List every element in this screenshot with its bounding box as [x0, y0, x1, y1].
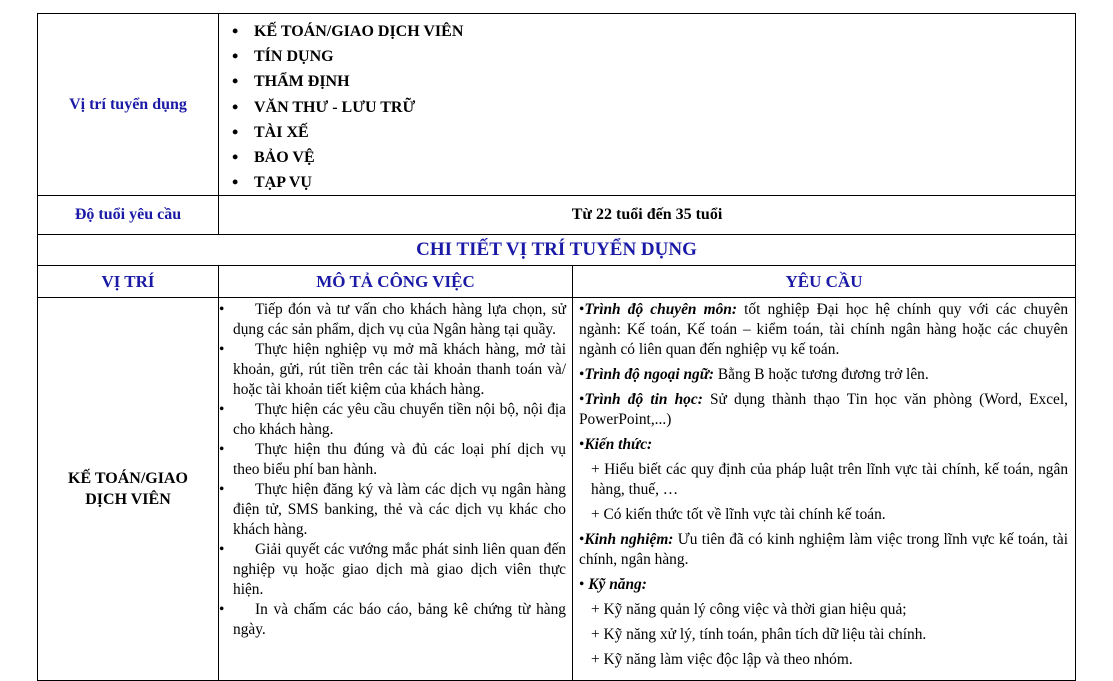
task-item: • Thực hiện đăng ký và làm các dịch vụ ngân hàng điện tử, SMS banking, thẻ và các dịch vụ khác cho khách hàng. [219, 481, 566, 539]
task-item: • Tiếp đón và tư vấn cho khách hàng lựa chọn, sử dụng các sản phẩm, dịch vụ của Ngân hàng tại quầy. [219, 301, 566, 339]
knowledge-item: + Có kiến thức tốt về lĩnh vực tài chính kế toán. [591, 506, 886, 524]
req-knowledge: •Kiến thức: [579, 436, 653, 454]
job-description [219, 298, 573, 681]
position-item: • THẨM ĐỊNH [254, 69, 1075, 94]
req-it: •Trình độ tin học: Sử dụng thành thạo Tin học văn phòng (Word, Excel, PowerPoint,...) [579, 391, 1069, 429]
age-row [38, 196, 1076, 235]
positions-list [219, 14, 1075, 195]
task-item: • Thực hiện các yêu cầu chuyển tiền nội bộ, nội địa cho khách hàng. [219, 401, 566, 439]
col-header-position: VỊ TRÍ [38, 266, 219, 298]
recruitment-document [37, 13, 1075, 681]
req-language: •Trình độ ngoại ngữ: Bằng B hoặc tương đương trở lên. [579, 366, 929, 384]
position-item: • TÀI XẾ [254, 120, 1075, 145]
task-item: • Thực hiện nghiệp vụ mở mã khách hàng, mở tài khoản, gửi, rút tiền trên các tài khoản thanh toán và/ hoặc tài khoản tiết kiệm của khách hàng. [219, 341, 566, 399]
column-header-row [38, 266, 1076, 298]
section-title: CHI TIẾT VỊ TRÍ TUYỂN DỤNG [38, 235, 1076, 266]
knowledge-item: + Hiểu biết các quy định của pháp luật trên lĩnh vực tài chính, kế toán, ngân hàng, thuế, … [591, 461, 1069, 499]
section-title-row [38, 235, 1076, 266]
col-header-description: MÔ TẢ CÔNG VIỆC [219, 266, 573, 298]
req-experience: •Kinh nghiệm: Ưu tiên đã có kinh nghiệm làm việc trong lĩnh vực kế toán, tài chính, ngân hàng. [579, 531, 1069, 569]
req-education: •Trình độ chuyên môn: tốt nghiệp Đại học hệ chính quy với các chuyên ngành: Kế toán, Kế toán – kiểm toán, tài chính ngân hàng hoặc các chuyên ngành có liên quan đến nghiệp vụ kế toán. [579, 301, 1069, 359]
position-item: • TẠP VỤ [254, 170, 1075, 195]
task-item: • Giải quyết các vướng mắc phát sinh liên quan đến nghiệp vụ hoặc giao dịch mà giao dịch viên thực hiện. [219, 541, 566, 599]
skill-item: + Kỹ năng quản lý công việc và thời gian hiệu quả; [591, 601, 907, 619]
task-item: • In và chấm các báo cáo, bảng kê chứng từ hàng ngày. [219, 601, 566, 639]
positions-label: Vị trí tuyển dụng [38, 14, 219, 196]
position-item: • TÍN DỤNG [254, 44, 1075, 69]
positions-cell [219, 14, 1076, 196]
job-requirements [573, 298, 1076, 681]
task-item: • Thực hiện thu đúng và đủ các loại phí dịch vụ theo biểu phí ban hành. [219, 441, 566, 479]
info-table [37, 13, 1076, 681]
job-name-text: KẾ TOÁN/GIAO DỊCH VIÊN [68, 470, 188, 509]
job-row [38, 298, 1076, 681]
age-value: Từ 22 tuổi đến 35 tuổi [219, 196, 1076, 235]
skill-item: + Kỹ năng làm việc độc lập và theo nhóm. [591, 651, 853, 669]
col-header-requirements: YÊU CẦU [573, 266, 1076, 298]
job-name [38, 298, 219, 681]
positions-row [38, 14, 1076, 196]
age-label: Độ tuổi yêu cầu [38, 196, 219, 235]
req-skills: • Kỹ năng: [579, 576, 647, 594]
position-item: • BẢO VỆ [254, 145, 1075, 170]
skill-item: + Kỹ năng xử lý, tính toán, phân tích dữ liệu tài chính. [591, 626, 927, 644]
position-item: • KẾ TOÁN/GIAO DỊCH VIÊN [254, 19, 1075, 44]
position-item: • VĂN THƯ - LƯU TRỮ [254, 95, 1075, 120]
